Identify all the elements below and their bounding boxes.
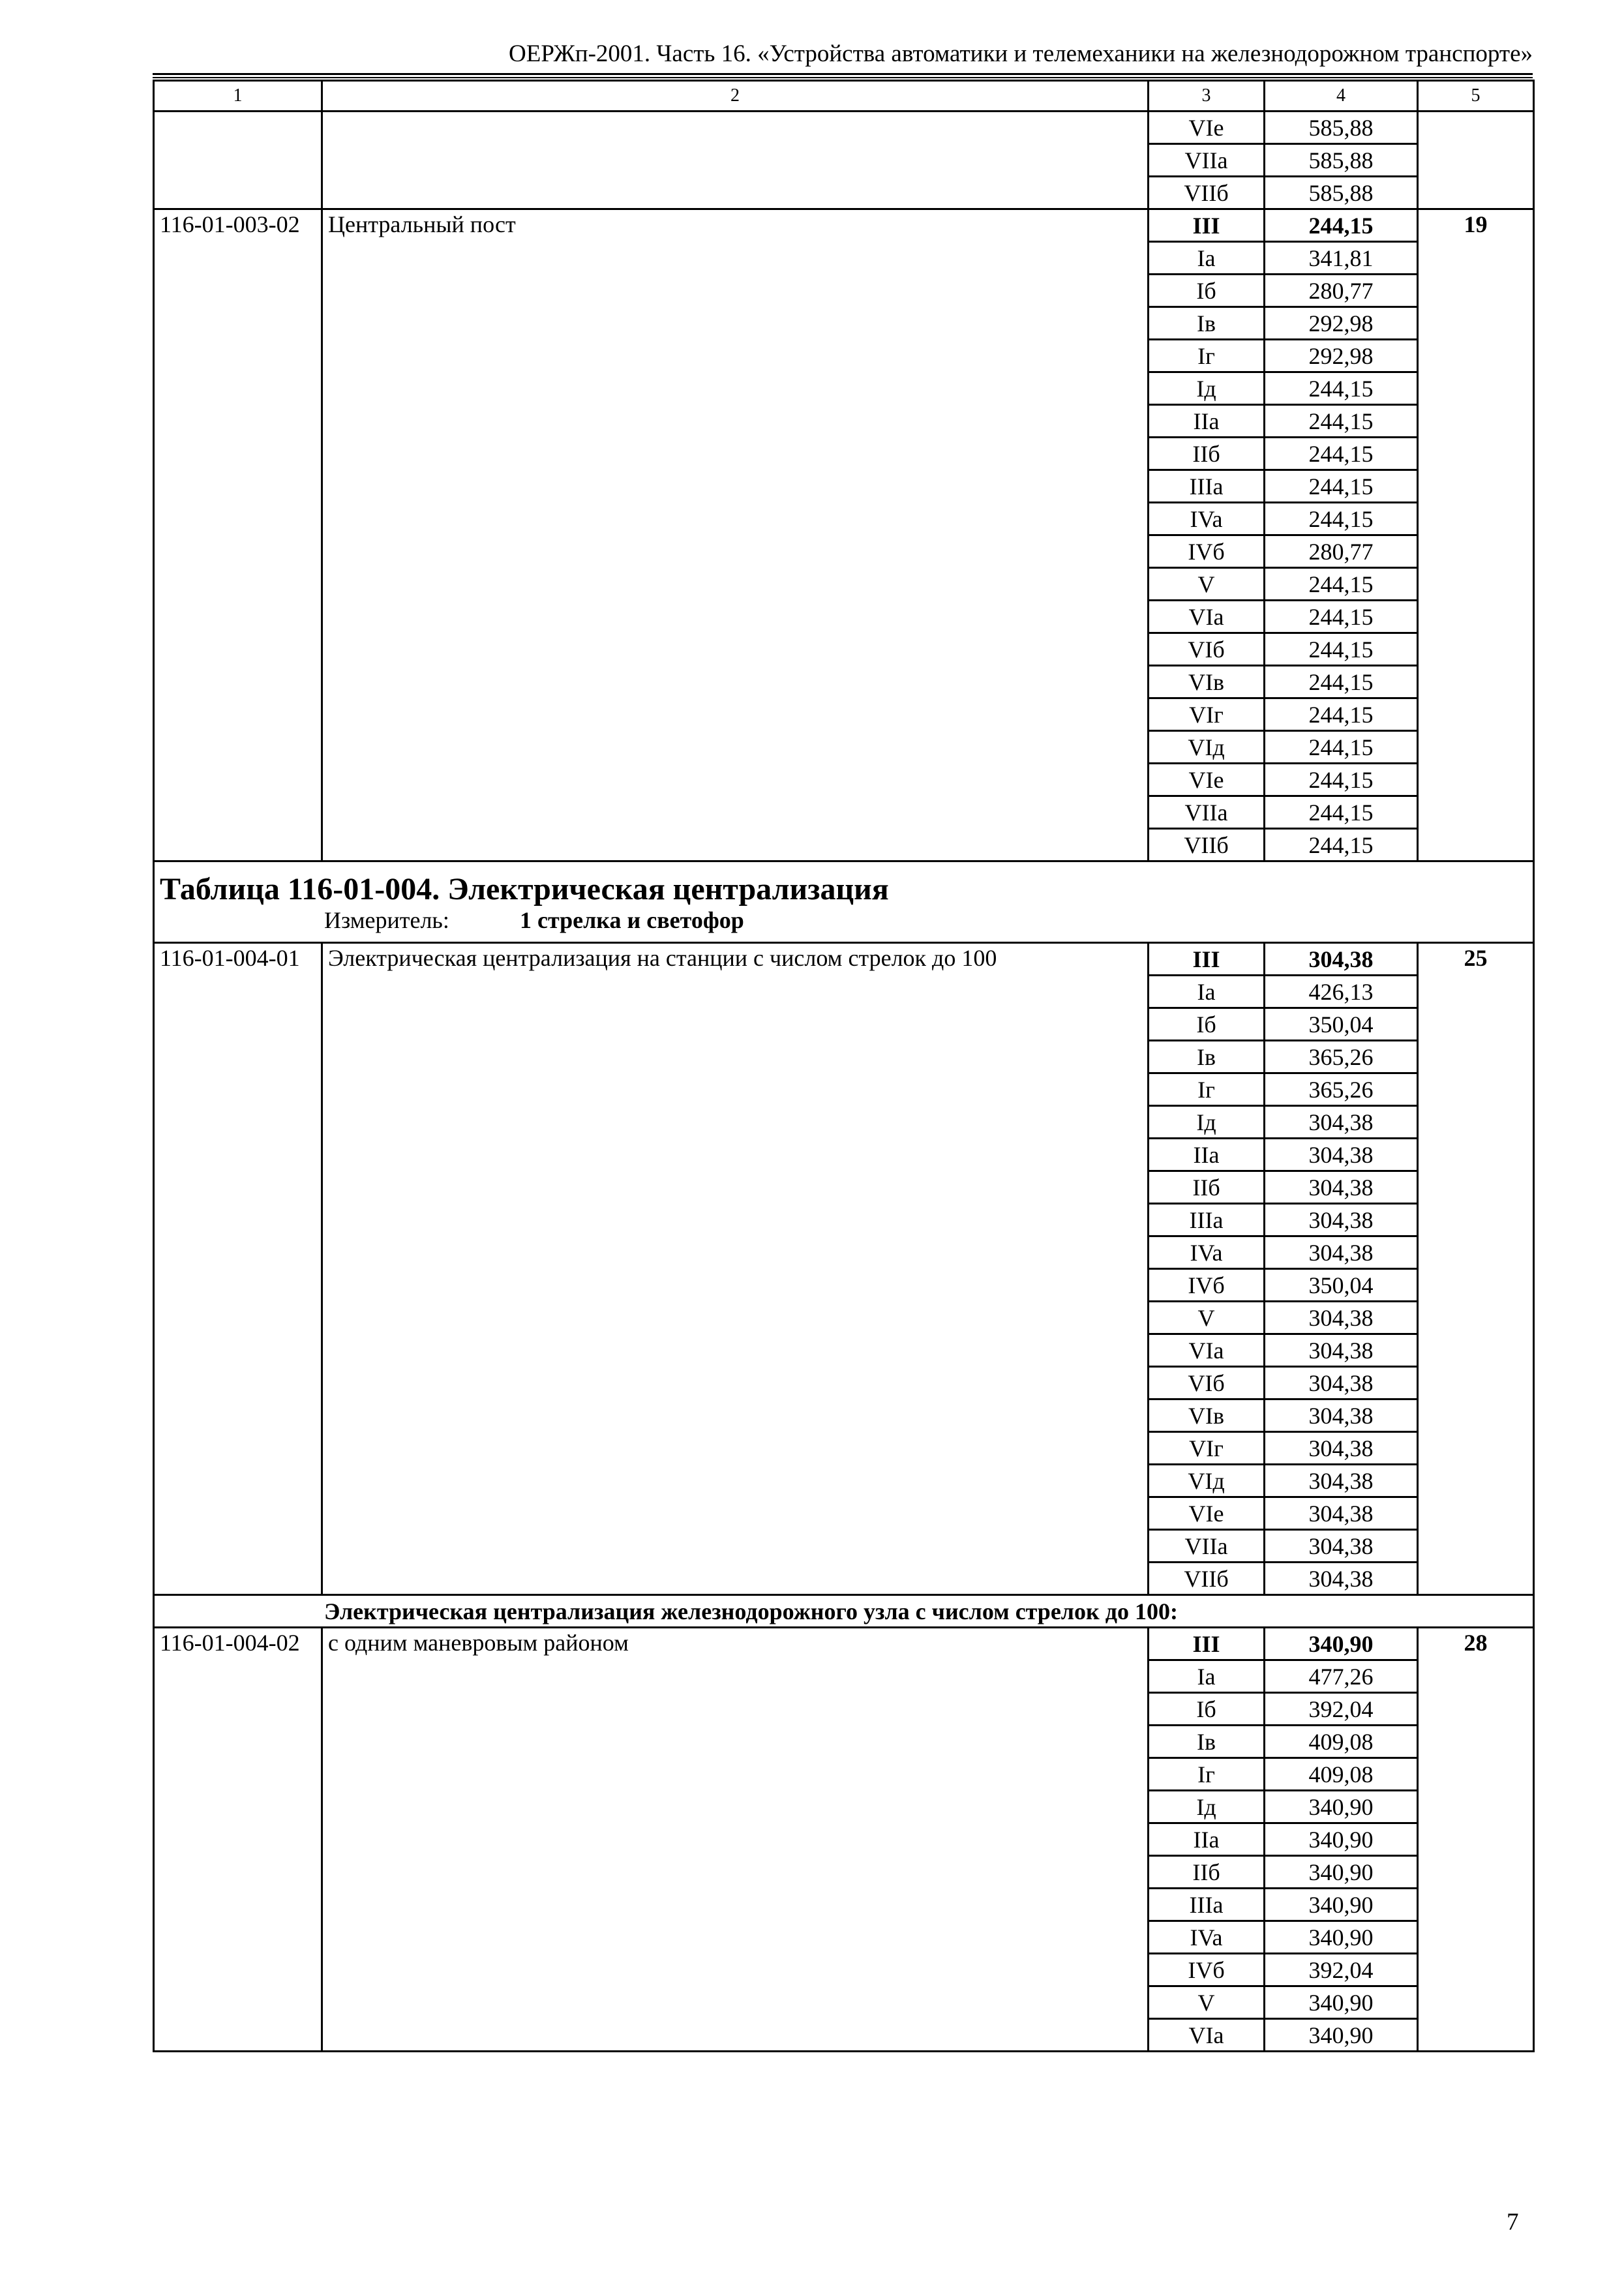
rate-value: 340,90 — [1265, 2019, 1418, 2052]
region-code: III — [1149, 943, 1265, 976]
region-code: IIIa — [1149, 1889, 1265, 1921]
column-number: 2 — [322, 81, 1149, 112]
region-code: VIIб — [1149, 1563, 1265, 1595]
rate-value: 244,15 — [1265, 405, 1418, 438]
region-code: VIIa — [1149, 796, 1265, 829]
rate-value: 340,90 — [1265, 1823, 1418, 1856]
rate-value: 585,88 — [1265, 177, 1418, 209]
rate-value: 341,81 — [1265, 242, 1418, 275]
rate-value: 304,38 — [1265, 1302, 1418, 1334]
region-code: VIд — [1149, 1465, 1265, 1497]
rate-value: 244,15 — [1265, 503, 1418, 535]
subheading: Электрическая централизация железнодорожного узла с числом стрелок до 100: — [154, 1595, 1534, 1628]
rate-value: 350,04 — [1265, 1008, 1418, 1041]
region-code: IIa — [1149, 1823, 1265, 1856]
item-code: 116-01-004-01 — [154, 943, 322, 1595]
item-description: Центральный пост — [322, 209, 1149, 861]
item-description: с одним маневровым районом — [322, 1628, 1149, 2052]
item-extra: 19 — [1418, 209, 1534, 861]
region-code: IVa — [1149, 1236, 1265, 1269]
region-code: VIг — [1149, 698, 1265, 731]
rate-value: 304,38 — [1265, 1236, 1418, 1269]
table-row — [154, 112, 1534, 144]
region-code: Iб — [1149, 1693, 1265, 1726]
region-code: IIa — [1149, 1139, 1265, 1171]
region-code: IIб — [1149, 1171, 1265, 1204]
table-title: Таблица 116-01-004. Электрическая централизация — [160, 872, 889, 906]
rate-value: 340,90 — [1265, 1628, 1418, 1660]
rate-value: 365,26 — [1265, 1041, 1418, 1073]
rate-value: 244,15 — [1265, 209, 1418, 242]
rate-value: 244,15 — [1265, 764, 1418, 796]
region-code: Iг — [1149, 340, 1265, 372]
rate-value: 585,88 — [1265, 144, 1418, 177]
item-extra: 25 — [1418, 943, 1534, 1595]
measure-line — [324, 908, 1527, 933]
rate-value: 392,04 — [1265, 1693, 1418, 1726]
rate-value: 340,90 — [1265, 1889, 1418, 1921]
rate-value: 350,04 — [1265, 1269, 1418, 1302]
region-code: Iб — [1149, 1008, 1265, 1041]
rate-value: 365,26 — [1265, 1073, 1418, 1106]
region-code: Iд — [1149, 1106, 1265, 1139]
region-code: IIIa — [1149, 470, 1265, 503]
rate-value: 304,38 — [1265, 1563, 1418, 1595]
region-code: V — [1149, 1302, 1265, 1334]
rate-value: 340,90 — [1265, 1986, 1418, 2019]
region-code: Iд — [1149, 372, 1265, 405]
item-code: 116-01-003-02 — [154, 209, 322, 861]
rate-value: 244,15 — [1265, 666, 1418, 698]
region-code: V — [1149, 568, 1265, 601]
rate-value: 304,38 — [1265, 943, 1418, 976]
rate-value: 244,15 — [1265, 633, 1418, 666]
region-code: Iб — [1149, 275, 1265, 307]
region-code: III — [1149, 209, 1265, 242]
rate-value: 409,08 — [1265, 1726, 1418, 1758]
rates-table — [153, 80, 1535, 2052]
page-number: 7 — [1507, 2209, 1519, 2236]
region-code: Iд — [1149, 1791, 1265, 1823]
rate-value: 292,98 — [1265, 307, 1418, 340]
rate-value: 244,15 — [1265, 601, 1418, 633]
table-row — [154, 943, 1534, 976]
region-code: VIIб — [1149, 177, 1265, 209]
region-code: VIa — [1149, 2019, 1265, 2052]
rate-value: 244,15 — [1265, 731, 1418, 764]
item-code: 116-01-004-02 — [154, 1628, 322, 2052]
region-code: VIa — [1149, 1334, 1265, 1367]
region-code: VIг — [1149, 1432, 1265, 1465]
table-row — [154, 1628, 1534, 1660]
rate-value: 244,15 — [1265, 829, 1418, 861]
region-code: VIд — [1149, 731, 1265, 764]
region-code: IIб — [1149, 1856, 1265, 1889]
region-code: IVб — [1149, 1954, 1265, 1986]
region-code: Iв — [1149, 1041, 1265, 1073]
rate-value: 304,38 — [1265, 1399, 1418, 1432]
rate-value: 292,98 — [1265, 340, 1418, 372]
region-code: Ia — [1149, 976, 1265, 1008]
item-code — [154, 112, 322, 209]
region-code: Ia — [1149, 1660, 1265, 1693]
region-code: IVб — [1149, 1269, 1265, 1302]
rate-value: 304,38 — [1265, 1334, 1418, 1367]
region-code: VIe — [1149, 1497, 1265, 1530]
item-extra — [1418, 112, 1534, 209]
column-number: 1 — [154, 81, 322, 112]
region-code: VIв — [1149, 1399, 1265, 1432]
rate-value: 280,77 — [1265, 275, 1418, 307]
region-code: VIIб — [1149, 829, 1265, 861]
region-code: VIIa — [1149, 1530, 1265, 1563]
rate-value: 426,13 — [1265, 976, 1418, 1008]
rate-value: 340,90 — [1265, 1856, 1418, 1889]
rate-value: 280,77 — [1265, 535, 1418, 568]
table-section-title-cell — [154, 861, 1534, 943]
rate-value: 244,15 — [1265, 568, 1418, 601]
rate-value: 244,15 — [1265, 796, 1418, 829]
rate-value: 409,08 — [1265, 1758, 1418, 1791]
rate-value: 304,38 — [1265, 1204, 1418, 1236]
region-code: Iв — [1149, 307, 1265, 340]
rate-value: 340,90 — [1265, 1921, 1418, 1954]
region-code: VIIa — [1149, 144, 1265, 177]
region-code: VIe — [1149, 764, 1265, 796]
region-code: IVб — [1149, 535, 1265, 568]
measure-value: 1 стрелка и светофор — [520, 907, 744, 933]
region-code: Iг — [1149, 1758, 1265, 1791]
rate-value: 244,15 — [1265, 470, 1418, 503]
region-code: IVa — [1149, 503, 1265, 535]
column-number: 4 — [1265, 81, 1418, 112]
region-code: IIIa — [1149, 1204, 1265, 1236]
rate-value: 477,26 — [1265, 1660, 1418, 1693]
rate-value: 244,15 — [1265, 698, 1418, 731]
region-code: V — [1149, 1986, 1265, 2019]
rate-value: 304,38 — [1265, 1530, 1418, 1563]
region-code: VIa — [1149, 601, 1265, 633]
region-code: Iв — [1149, 1726, 1265, 1758]
subheading-row — [154, 1595, 1534, 1628]
page-header: ОЕРЖп-2001. Часть 16. «Устройства автоматики и телемеханики на железнодорожном транспорте» — [509, 40, 1533, 67]
rate-value: 585,88 — [1265, 112, 1418, 144]
region-code: VIб — [1149, 1367, 1265, 1399]
header-rule — [153, 73, 1533, 75]
item-extra: 28 — [1418, 1628, 1534, 2052]
rates-table-body — [154, 81, 1534, 2052]
rate-value: 244,15 — [1265, 372, 1418, 405]
region-code: IIб — [1149, 438, 1265, 470]
column-number-row — [154, 81, 1534, 112]
rate-value: 340,90 — [1265, 1791, 1418, 1823]
rate-value: 304,38 — [1265, 1367, 1418, 1399]
column-number: 3 — [1149, 81, 1265, 112]
item-description — [322, 112, 1149, 209]
rate-value: 304,38 — [1265, 1139, 1418, 1171]
column-number: 5 — [1418, 81, 1534, 112]
region-code: VIб — [1149, 633, 1265, 666]
region-code: Ia — [1149, 242, 1265, 275]
table-row — [154, 209, 1534, 242]
measure-label: Измеритель: — [324, 907, 449, 933]
region-code: VIв — [1149, 666, 1265, 698]
item-description: Электрическая централизация на станции с числом стрелок до 100 — [322, 943, 1149, 1595]
rate-value: 304,38 — [1265, 1497, 1418, 1530]
rate-value: 304,38 — [1265, 1106, 1418, 1139]
region-code: IIa — [1149, 405, 1265, 438]
region-code: VIe — [1149, 112, 1265, 144]
region-code: Iг — [1149, 1073, 1265, 1106]
rate-value: 304,38 — [1265, 1171, 1418, 1204]
rate-value: 244,15 — [1265, 438, 1418, 470]
rate-value: 304,38 — [1265, 1432, 1418, 1465]
region-code: III — [1149, 1628, 1265, 1660]
rate-value: 304,38 — [1265, 1465, 1418, 1497]
header-rule-secondary — [153, 77, 1533, 78]
region-code: IVa — [1149, 1921, 1265, 1954]
rate-value: 392,04 — [1265, 1954, 1418, 1986]
table-section-title-row — [154, 861, 1534, 943]
